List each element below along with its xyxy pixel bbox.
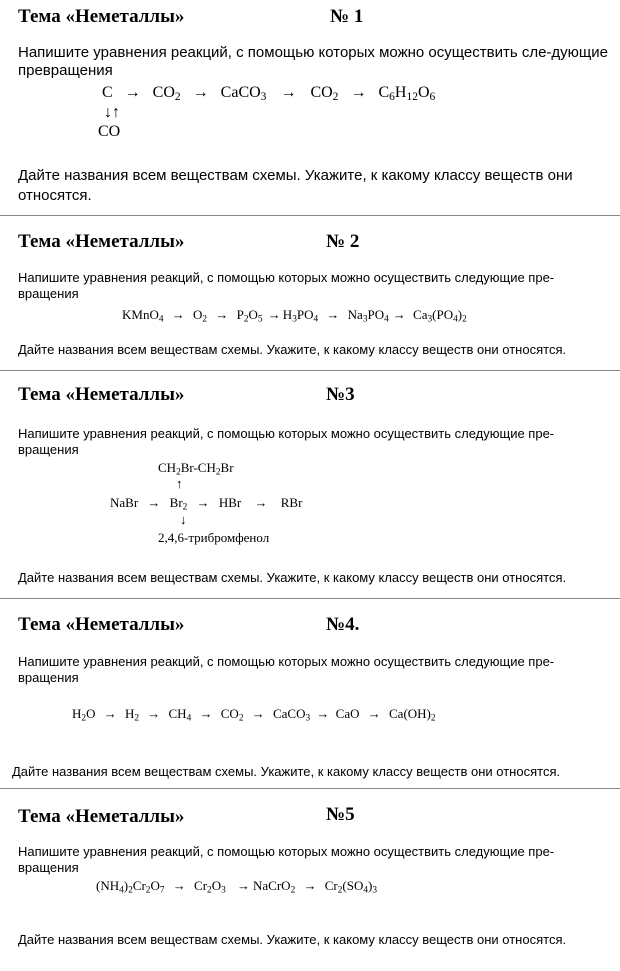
task-card-1 [0, 0, 620, 215]
card-number: №3 [326, 384, 355, 405]
branch-top: $CH_2Br-CH_2Br$ [158, 460, 234, 478]
reaction-chain: $C \to CO_2$ → CaCO$_3$ → $CO_2 \to C_6H_{12}O_6$ [102, 84, 436, 103]
up-arrow: ↑ [176, 476, 183, 491]
reaction-chain: KMnO$_4$ → $O_2 \to P_2O_5 \to H_3PO_4 \to Na_3PO_4 \to Ca_3(PO_4)_2$ [122, 307, 467, 325]
card-title: Тема «Неметаллы» [18, 384, 185, 405]
card-number: №4. [326, 614, 360, 635]
down-arrow: ↓ [180, 512, 187, 527]
card-number: № 1 [330, 6, 364, 27]
reaction-chain: NaBr → $Br_2$ → HBr → RBr [110, 495, 303, 513]
card-title: Тема «Неметаллы» [18, 6, 185, 27]
instruction-text: Напишите уравнения реакций, с помощью которых можно осуществить следующие пре-вращения [18, 426, 555, 457]
final-instruction: Дайте названия всем веществам схемы. Укажите, к какому классу веществ они относятся. [18, 932, 567, 947]
instruction-text: Напишите уравнения реакций, с помощью которых можно осуществить сле-дующие превращения [18, 44, 608, 79]
final-instruction: Дайте названия всем веществам схемы. Укажите, к какому классу веществ они относятся. [12, 764, 561, 779]
final-instruction: Дайте названия всем веществам схемы. Укажите, к какому классу веществ они относятся. [18, 167, 573, 204]
card-title: Тема «Неметаллы» [18, 806, 185, 827]
card-title: Тема «Неметаллы» [18, 614, 185, 635]
task-card-4 [0, 598, 620, 788]
instruction-text: Напишите уравнения реакций, с помощью которых можно осуществить следующие пре-вращения [18, 844, 555, 875]
card-number: № 2 [326, 231, 360, 252]
reaction-chain: $(NH_4)_2Cr_2O_7 \to Cr_2O_3$ → NaCrO$_2$ → $Cr_2(SO_4)_3$ [96, 878, 378, 896]
instruction-text: Напишите уравнения реакций, с помощью которых можно осуществить следующие пре-вращения [18, 654, 555, 685]
branch-co: CO [98, 123, 121, 140]
final-instruction: Дайте названия всем веществам схемы. Укажите, к какому классу веществ они относятся. [18, 570, 567, 585]
card-number: №5 [326, 804, 355, 825]
task-card-5 [0, 788, 620, 971]
card-title: Тема «Неметаллы» [18, 231, 185, 252]
reversible-arrow: ↓↑ [104, 104, 120, 121]
reaction-chain: $H_2O \to H_2 \to CH_4 \to CO_2$ → CaCO$_3$ → CaO → $Ca(OH)_2$ [72, 706, 436, 724]
task-card-2 [0, 215, 620, 370]
task-card-3 [0, 370, 620, 598]
branch-bottom: 2,4,6-трибромфенол [158, 530, 270, 545]
final-instruction: Дайте названия всем веществам схемы. Укажите, к какому классу веществ они относятся. [18, 342, 567, 357]
instruction-text: Напишите уравнения реакций, с помощью которых можно осуществить следующие пре-вращения [18, 270, 555, 301]
